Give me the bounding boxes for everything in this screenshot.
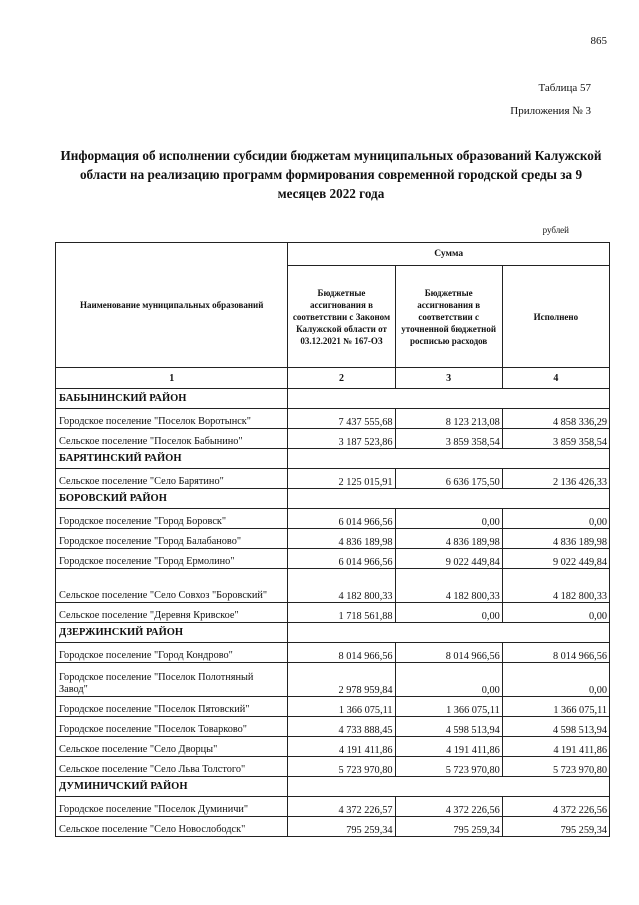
revised-allocation-value: 0,00 — [395, 603, 502, 623]
settlement-name: Городское поселение "Город Боровск" — [56, 509, 288, 529]
executed-value: 0,00 — [502, 663, 609, 697]
revised-allocation-value: 0,00 — [395, 663, 502, 697]
table-body — [56, 389, 610, 837]
law-allocation-value: 4 182 800,33 — [288, 569, 395, 603]
law-allocation-value: 6 014 966,56 — [288, 509, 395, 529]
executed-value: 4 372 226,56 — [502, 797, 609, 817]
settlement-name: Городское поселение "Город Балабаново" — [56, 529, 288, 549]
table-row — [56, 737, 610, 757]
header-name-column: Наименование муниципальных образований — [56, 243, 288, 368]
revised-allocation-value: 4 598 513,94 — [395, 717, 502, 737]
executed-value: 0,00 — [502, 603, 609, 623]
law-allocation-value: 1 718 561,88 — [288, 603, 395, 623]
column-index: 4 — [502, 368, 609, 389]
table-row — [56, 697, 610, 717]
settlement-name: Городское поселение "Город Ермолино" — [56, 549, 288, 569]
column-index-row — [56, 368, 610, 389]
law-allocation-value: 8 014 966,56 — [288, 643, 395, 663]
law-allocation-value: 1 366 075,11 — [288, 697, 395, 717]
executed-value: 0,00 — [502, 509, 609, 529]
district-name: ДУМИНИЧСКИЙ РАЙОН — [56, 777, 288, 797]
district-row — [56, 623, 610, 643]
settlement-name: Городское поселение "Поселок Товарково" — [56, 717, 288, 737]
district-row — [56, 777, 610, 797]
settlement-name: Городское поселение "Поселок Полотняный Завод" — [56, 663, 288, 697]
revised-allocation-value: 4 182 800,33 — [395, 569, 502, 603]
district-row — [56, 389, 610, 409]
document-title: Информация об исполнении субсидии бюджетам муниципальных образований Калужской области на реализацию программ формирования современной городской среды за 9 месяцев 2022 года — [60, 148, 602, 201]
table-row — [56, 643, 610, 663]
executed-value: 8 014 966,56 — [502, 643, 609, 663]
revised-allocation-value: 5 723 970,80 — [395, 757, 502, 777]
district-spacer — [288, 389, 610, 409]
header-col-revised-allocation: Бюджетные ассигнования в соответствии с уточненной бюджетной росписью расходов — [395, 266, 502, 368]
revised-allocation-value: 1 366 075,11 — [395, 697, 502, 717]
revised-allocation-value: 4 372 226,56 — [395, 797, 502, 817]
executed-value: 795 259,34 — [502, 817, 609, 837]
table-row — [56, 509, 610, 529]
district-spacer — [288, 777, 610, 797]
district-name: ДЗЕРЖИНСКИЙ РАЙОН — [56, 623, 288, 643]
district-row — [56, 489, 610, 509]
column-index: 2 — [288, 368, 395, 389]
executed-value: 4 191 411,86 — [502, 737, 609, 757]
law-allocation-value: 2 978 959,84 — [288, 663, 395, 697]
table-row — [56, 409, 610, 429]
executed-value: 4 182 800,33 — [502, 569, 609, 603]
law-allocation-value: 3 187 523,86 — [288, 429, 395, 449]
executed-value: 3 859 358,54 — [502, 429, 609, 449]
settlement-name: Сельское поселение "Поселок Бабынино" — [56, 429, 288, 449]
executed-value: 4 836 189,98 — [502, 529, 609, 549]
table-row — [56, 529, 610, 549]
revised-allocation-value: 795 259,34 — [395, 817, 502, 837]
law-allocation-value: 4 372 226,57 — [288, 797, 395, 817]
revised-allocation-value: 8 123 213,08 — [395, 409, 502, 429]
revised-allocation-value: 3 859 358,54 — [395, 429, 502, 449]
revised-allocation-value: 0,00 — [395, 509, 502, 529]
settlement-name: Сельское поселение "Село Новослободск" — [56, 817, 288, 837]
settlement-name: Городское поселение "Поселок Думиничи" — [56, 797, 288, 817]
settlement-name: Сельское поселение "Село Льва Толстого" — [56, 757, 288, 777]
district-row — [56, 449, 610, 469]
law-allocation-value: 2 125 015,91 — [288, 469, 395, 489]
district-spacer — [288, 623, 610, 643]
executed-value: 1 366 075,11 — [502, 697, 609, 717]
law-allocation-value: 4 836 189,98 — [288, 529, 395, 549]
law-allocation-value: 4 733 888,45 — [288, 717, 395, 737]
revised-allocation-value: 8 014 966,56 — [395, 643, 502, 663]
law-allocation-value: 5 723 970,80 — [288, 757, 395, 777]
table-row — [56, 469, 610, 489]
executed-value: 9 022 449,84 — [502, 549, 609, 569]
revised-allocation-value: 4 191 411,86 — [395, 737, 502, 757]
settlement-name: Городское поселение "Поселок Пятовский" — [56, 697, 288, 717]
law-allocation-value: 4 191 411,86 — [288, 737, 395, 757]
district-name: БАРЯТИНСКИЙ РАЙОН — [56, 449, 288, 469]
column-index: 1 — [56, 368, 288, 389]
table-row — [56, 603, 610, 623]
table-row — [56, 549, 610, 569]
table-row — [56, 757, 610, 777]
executed-value: 4 598 513,94 — [502, 717, 609, 737]
executed-value: 4 858 336,29 — [502, 409, 609, 429]
subsidy-table — [55, 242, 610, 837]
header-col-executed: Исполнено — [502, 266, 609, 368]
header-sum-group: Сумма — [288, 243, 610, 266]
revised-allocation-value: 9 022 449,84 — [395, 549, 502, 569]
revised-allocation-value: 6 636 175,50 — [395, 469, 502, 489]
table-row — [56, 663, 610, 697]
settlement-name: Сельское поселение "Деревня Кривское" — [56, 603, 288, 623]
law-allocation-value: 6 014 966,56 — [288, 549, 395, 569]
law-allocation-value: 795 259,34 — [288, 817, 395, 837]
district-spacer — [288, 489, 610, 509]
settlement-name: Сельское поселение "Село Барятино" — [56, 469, 288, 489]
district-name: БАБЫНИНСКИЙ РАЙОН — [56, 389, 288, 409]
settlement-name: Сельское поселение "Село Дворцы" — [56, 737, 288, 757]
executed-value: 2 136 426,33 — [502, 469, 609, 489]
header-row-top — [56, 243, 610, 266]
column-index: 3 — [395, 368, 502, 389]
settlement-name: Сельское поселение "Село Совхоз "Боровский" — [56, 569, 288, 603]
table-row — [56, 429, 610, 449]
table-row — [56, 717, 610, 737]
table-row — [56, 817, 610, 837]
appendix-number: Приложения № 3 — [510, 105, 591, 117]
district-spacer — [288, 449, 610, 469]
page-number: 865 — [590, 35, 607, 47]
revised-allocation-value: 4 836 189,98 — [395, 529, 502, 549]
executed-value: 5 723 970,80 — [502, 757, 609, 777]
law-allocation-value: 7 437 555,68 — [288, 409, 395, 429]
settlement-name: Городское поселение "Поселок Воротынск" — [56, 409, 288, 429]
header-col-law-allocation: Бюджетные ассигнования в соответствии с Законом Калужской области от 03.12.2021 № 167-ОЗ — [288, 266, 395, 368]
settlement-name: Городское поселение "Город Кондрово" — [56, 643, 288, 663]
table-row — [56, 797, 610, 817]
table-number: Таблица 57 — [538, 82, 591, 94]
units-label: рублей — [542, 225, 569, 235]
table-row — [56, 569, 610, 603]
district-name: БОРОВСКИЙ РАЙОН — [56, 489, 288, 509]
